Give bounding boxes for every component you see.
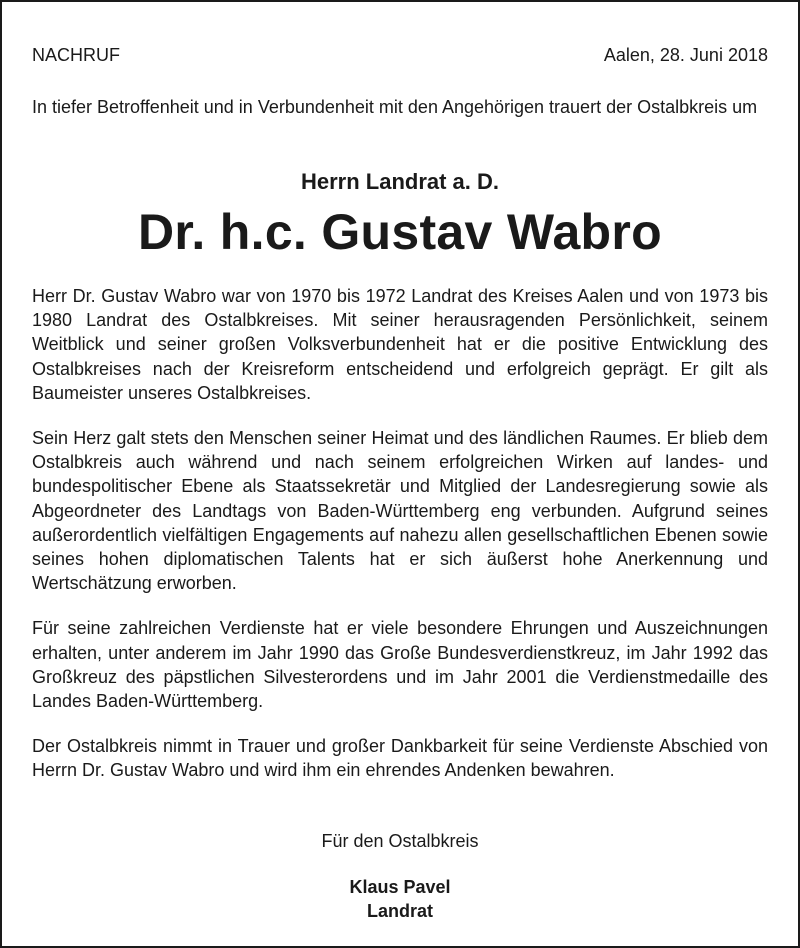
place-date: Aalen, 28. Juni 2018 <box>603 45 768 65</box>
paragraph-career: Herr Dr. Gustav Wabro war von 1970 bis 1972 Landrat des Kreises Aalen und von 1973 bis 1980 Landrat des Ostalbkreises. Mit seiner herausragenden Persönlichkeit, seinem Weitblick und seiner großen Volksverbundenheit hat er die positive Entwicklung des Ostalbkreises nach der Kreisreform entscheidend und erfolgreich geprägt. Er gilt als Baumeister unseres Ostalbkreises. <box>32 286 768 403</box>
signature-name: Klaus Pavel <box>349 877 451 897</box>
paragraph-farewell: Der Ostalbkreis nimmt in Trauer und großer Dankbarkeit für seine Verdienste Abschied von Herrn Dr. Gustav Wabro und wird ihm ein ehrendes Andenken bewahren. <box>32 736 768 781</box>
notice-body <box>32 284 768 804</box>
paragraph-homeland: Sein Herz galt stets den Menschen seiner Heimat und des ländlichen Raumes. Er blieb dem Ostalbkreis auch während und nach seinem erfolgreichen Wirken auf landes- und bundespolitischer Ebene als Staatssekretär und Mitglied der Landesregierung sowie als Abgeordneter des Landtags von Baden-Württemberg eng verbunden. Aufgrund seines außerordentlich vielfältigen Engagements auf nahezu allen gesellschaftlichen Ebenen sowie seines hohen diplomatischen Talents hat er sich äußerst hohe Anerkennung und Wertschätzung erworben. <box>32 428 768 594</box>
salutation: Herrn Landrat a. D. <box>300 169 500 194</box>
notice-label: NACHRUF <box>32 45 120 65</box>
notice-header <box>32 42 768 68</box>
signature-organization: Für den Ostalbkreis <box>321 831 479 851</box>
deceased-name: Dr. h.c. Gustav Wabro <box>138 204 662 260</box>
intro-text: In tiefer Betroffenheit und in Verbundenheit mit den Angehörigen trauert der Ostalbkreis um <box>32 97 758 117</box>
paragraph-honors: Für seine zahlreichen Verdienste hat er viele besondere Ehrungen und Auszeichnungen erhalten, unter anderem im Jahr 1990 das Große Bundesverdienstkreuz, im Jahr 1992 das Großkreuz des päpstlichen Silvesterordens und im Jahr 2001 die Verdienstmedaille des Landes Baden-Württemberg. <box>32 618 768 712</box>
signature-title: Landrat <box>366 901 433 921</box>
